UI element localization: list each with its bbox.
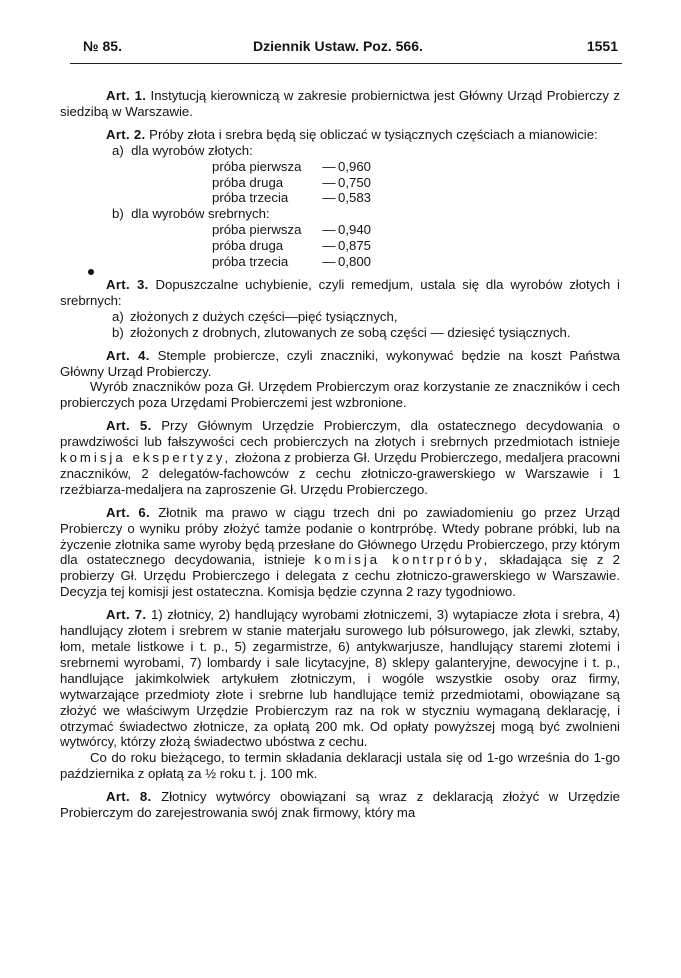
article-label: Art. 4. <box>106 347 150 363</box>
article-4 <box>60 348 620 412</box>
gold-list <box>212 159 620 207</box>
list-item: b) złożonych z drobnych, zlutowanych ze sobą części — dziesięć tysiącznych. <box>112 324 571 340</box>
list-heading: dla wyrobów srebrnych: <box>131 206 270 222</box>
article-label: Art. 2. <box>106 126 146 142</box>
list-item: próba pierwsza — 0,940 <box>212 222 372 238</box>
article-text: 1) złotnicy, 2) handlujący wyrobami złotniczemi, 3) wytapiacze złota i srebra, 4) handlujący złotem i srebrem w stanie materjału surowego lub półsurowego, jak zlewki, sztaby, łom, metale listkowe i t. p., 5) zegarmistrze, 6) antykwarjusze, handlujący staremi złotemi i srebrnemi wyrobami, 7) lombardy i sale licytacyjne, 8) sklepy galanteryjne, dewocyjne i t. p., handlujące jakimkolwiek artykułem złotniczym, i wogóle wszystkie osoby oraz firmy, wytwarzające przedmioty złote i srebrne lub handlujące temiż przedmiotami, obowiązane są złożyć we właściwym Urzędzie Probierczym raz na rok w styczniu wymaganą deklarację, i otrzymać świadectwo złotnicze, za opłatą 200 mk. Od opłaty powyższej mogą być zwolnieni wytwórcy, którzy złożą świadectwo ubóstwa z cechu. <box>60 607 621 750</box>
list-item: próba pierwsza — 0,960 <box>212 158 372 174</box>
gold-heading <box>112 143 620 159</box>
article-3 <box>60 277 620 341</box>
page-number: 1551 <box>586 38 618 54</box>
article-5 <box>60 418 620 498</box>
list-letter: b) <box>112 206 124 222</box>
article-1 <box>60 88 620 120</box>
article-6 <box>60 505 620 600</box>
list-item: próba trzecia — 0,583 <box>212 190 372 206</box>
article-2 <box>60 127 620 270</box>
header-rule <box>70 63 622 64</box>
spaced-term: komisja ekspertyzy, <box>60 450 232 466</box>
article-text: Dopuszczalne uchybienie, czyli remedjum, ustala się dla wyrobów złotych i srebrnych: <box>60 276 620 308</box>
article-text: Złotnicy wytwórcy obowiązani są wraz z deklaracją złożyć w Urzędzie Probierczym do zarejestrowania swój znak firmowy, który ma <box>60 789 620 821</box>
article-8 <box>60 789 620 821</box>
article-text: Złotnik ma prawo w ciągu trzech dni po zawiadomieniu go przez Urząd Probierczy o wyniku próby złożyć tamże podanie o kontrpróbę. Wtedy pobrane próbki, lub na życzenie złotnika same wyroby będą przesłane do Głównego Urzędu Probierczego, przy którym dla ostatecznego decydowania, istnieje <box>60 504 620 568</box>
list-heading: dla wyrobów złotych: <box>131 142 253 158</box>
journal-title: Dziennik Ustaw. Poz. 566. <box>253 38 423 54</box>
list-letter: a) <box>112 142 124 158</box>
document-body <box>60 88 620 828</box>
article-7 <box>60 607 620 782</box>
silver-list <box>212 222 620 270</box>
article-label: Art. 6. <box>106 504 151 520</box>
article-text: Instytucją kierowniczą w zakresie probiernictwa jest Główny Urząd Probierczy z siedzibą w Warszawie. <box>60 88 620 119</box>
page-header <box>83 38 618 58</box>
article-label: Art. 1. <box>106 88 147 103</box>
list-item: próba druga — 0,750 <box>212 174 372 190</box>
article-continuation: Wyrób znaczników poza Gł. Urzędem Probierczym oraz korzystanie ze znaczników i cech probierczych poza Urzędami Probierczemi jest wzbronione. <box>60 379 620 411</box>
list-item: próba trzecia — 0,800 <box>212 254 372 270</box>
article-continuation: Co do roku bieżącego, to termin składania deklaracji ustala się od 1-go września do 1-go października z opłatą za ½ roku t. j. 100 mk. <box>60 750 620 782</box>
article-text: składająca się z 2 probierzy Gł. Urzędu Probierczego i delegata z cechu złotniczo-grawerskiego w Warszawie. Decyzja tej komisji jest ostateczna. Komisja będzie czynna 2 razy tygodniowo. <box>60 552 621 600</box>
article-text: złożona z probierza Gł. Urzędu Probierczego, medaljera pracowni znaczników, 2 delegatów-fachowców z cechu złotniczo-grawerskiego w Warszawie i 1 rzeźbiarza-medaljera na zaproszenie Gł. Urzędu Probierczego. <box>60 450 621 497</box>
article-label: Art. 3. <box>106 276 149 292</box>
print-dot-mark <box>88 269 94 275</box>
article-text: Próby złota i srebra będą się obliczać w tysiącznych częściach a mianowicie: <box>149 126 598 142</box>
article-text: Stemple probiercze, czyli znaczniki, wykonywać będzie na koszt Państwa Główny Urząd Probierczy. <box>60 347 620 379</box>
list-item: próba druga — 0,875 <box>212 238 372 254</box>
article-label: Art. 8. <box>106 789 152 805</box>
issue-number: № 85. <box>83 38 122 54</box>
article-text: Przy Głównym Urzędzie Probierczym, dla ostatecznego decydowania o prawdziwości lub fałszywości cech probierczych na złotych i srebrnych przedmiotach istnieje <box>60 418 620 450</box>
article-label: Art. 5. <box>106 418 152 434</box>
article-label: Art. 7. <box>106 607 147 623</box>
list-item: a) złożonych z dużych części—pięć tysiącznych, <box>112 308 398 324</box>
spaced-term: komisja kontrpróby, <box>314 552 491 568</box>
silver-heading <box>112 206 620 222</box>
